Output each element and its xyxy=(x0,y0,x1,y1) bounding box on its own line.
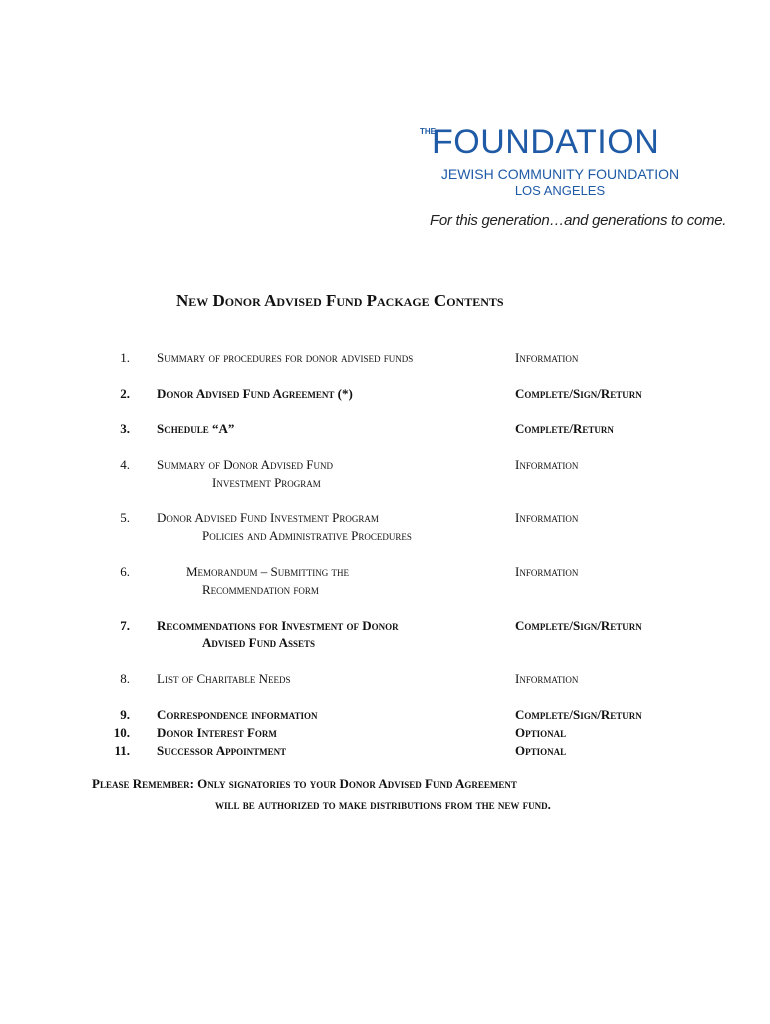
item-description: Correspondence information xyxy=(157,707,318,722)
item-action: Information xyxy=(515,457,579,472)
logo-wordmark-row xyxy=(418,124,688,164)
item-description: Summary of procedures for donor advised funds xyxy=(157,350,414,365)
logo-wordmark: FOUNDATION xyxy=(432,123,660,161)
item-description: Schedule “A” xyxy=(157,421,235,436)
logo-organization-name: JEWISH COMMUNITY FOUNDATION xyxy=(440,166,680,182)
item-number: 7. xyxy=(120,618,130,633)
item-description: Donor Advised Fund Agreement (*) xyxy=(157,386,353,401)
item-number: 10. xyxy=(113,725,130,740)
item-description: Summary of Donor Advised Fund xyxy=(157,457,334,472)
item-action: Complete/Sign/Return xyxy=(515,386,642,401)
item-number: 4. xyxy=(120,457,130,472)
item-number: 11. xyxy=(114,743,130,758)
item-description: Memorandum – Submitting the xyxy=(186,564,350,579)
item-action: Information xyxy=(515,564,579,579)
item-action: Information xyxy=(515,350,579,365)
item-description: Successor Appointment xyxy=(157,743,287,758)
logo-city: LOS ANGELES xyxy=(514,183,606,198)
item-description-continued: Advised Fund Assets xyxy=(202,635,316,650)
item-action: Complete/Sign/Return xyxy=(515,707,642,722)
item-description-continued: Policies and Administrative Procedures xyxy=(202,528,412,543)
remember-note: Please Remember: Only signatories to your Donor Advised Fund Agreement xyxy=(92,776,517,791)
item-number: 5. xyxy=(120,510,130,525)
item-description: Donor Interest Form xyxy=(157,725,277,740)
item-action: Information xyxy=(515,671,579,686)
item-number: 3. xyxy=(120,421,130,436)
foundation-logo xyxy=(418,123,727,234)
item-action: Optional xyxy=(515,743,567,758)
item-action: Information xyxy=(515,510,579,525)
item-action: Complete/Sign/Return xyxy=(515,618,642,633)
item-action: Complete/Return xyxy=(515,421,614,436)
page-title: New Donor Advised Fund Package Contents xyxy=(176,291,504,310)
item-number: 8. xyxy=(120,671,130,686)
remember-note-continued: will be authorized to make distributions from the new fund. xyxy=(215,797,551,812)
item-number: 6. xyxy=(120,564,130,579)
logo-tagline: For this generation…and generations to come. xyxy=(430,212,727,229)
item-description-continued: Recommendation form xyxy=(202,582,319,597)
item-number: 9. xyxy=(120,707,130,722)
item-action: Optional xyxy=(515,725,567,740)
item-description: List of Charitable Needs xyxy=(157,671,291,686)
item-description-continued: Investment Program xyxy=(212,475,321,490)
item-description: Recommendations for Investment of Donor xyxy=(157,618,399,633)
logo-the: THE xyxy=(420,127,436,136)
item-number: 2. xyxy=(120,386,130,401)
item-number: 1. xyxy=(120,350,130,365)
item-description: Donor Advised Fund Investment Program xyxy=(157,510,379,525)
